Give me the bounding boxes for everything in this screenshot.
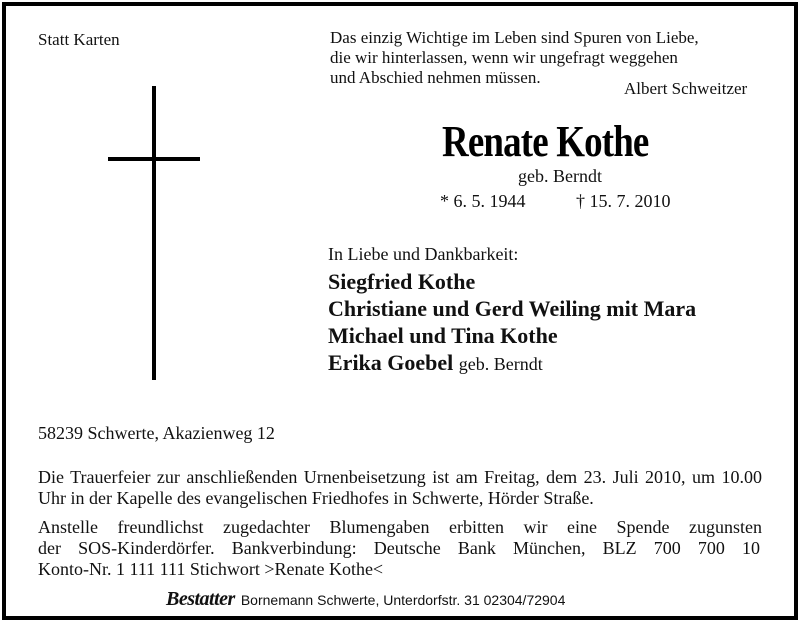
- statt-karten-label: Statt Karten: [38, 30, 120, 49]
- ceremony-text: Die Trauerfeier zur anschließenden Urnenbeisetzung ist am Freitag, dem 23. Juli 2010, um 10.00 Uhr in der Kapelle des evangelischen Friedhofes in Schwerte, Hörder Straße.: [38, 467, 762, 508]
- mourner-name: Siegfried Kothe: [328, 269, 476, 294]
- death-date: † 15. 7. 2010: [576, 191, 671, 211]
- deceased-name: Renate Kothe: [442, 117, 649, 166]
- donation-line: der SOS-Kinderdörfer. Bankverbindung: Deutsche Bank München, BLZ 700 700 10: [38, 538, 760, 558]
- mourner-name: Michael und Tina Kothe: [328, 323, 558, 348]
- quote-line: die wir hinterlassen, wenn wir ungefragt weggehen: [330, 48, 678, 67]
- quote-line: Das einzig Wichtige im Leben sind Spuren von Liebe,: [330, 28, 699, 47]
- address: 58239 Schwerte, Akazienweg 12: [38, 423, 275, 443]
- birth-date: * 6. 5. 1944: [440, 191, 526, 211]
- mourners-list: [328, 268, 696, 378]
- footer: [166, 588, 565, 611]
- mourner-maiden-suffix: geb. Berndt: [458, 354, 543, 374]
- bestatter-logo: Bestatter: [166, 588, 235, 610]
- cross-icon: [152, 86, 156, 380]
- footer-line: Bornemann Schwerte, Unterdorfstr. 31 02304/72904: [240, 592, 566, 608]
- donation-line: Anstelle freundlichst zugedachter Blumengaben erbitten wir eine Spende zugunsten: [38, 517, 762, 537]
- mourner-name: Erika Goebel: [328, 350, 454, 375]
- cross-icon-bar: [108, 157, 200, 161]
- donation-text: [38, 517, 762, 580]
- quote-author: Albert Schweitzer: [624, 79, 748, 98]
- quote-line: und Abschied nehmen müssen.: [330, 68, 541, 87]
- deceased-maiden-name: geb. Berndt: [518, 166, 602, 186]
- donation-line: Konto-Nr. 1 111 111 Stichwort >Renate Kothe<: [38, 559, 384, 579]
- mourner-name-last: [328, 349, 696, 378]
- mourner-name: Christiane und Gerd Weiling mit Mara: [328, 296, 697, 321]
- mourners-intro: In Liebe und Dankbarkeit:: [328, 244, 519, 264]
